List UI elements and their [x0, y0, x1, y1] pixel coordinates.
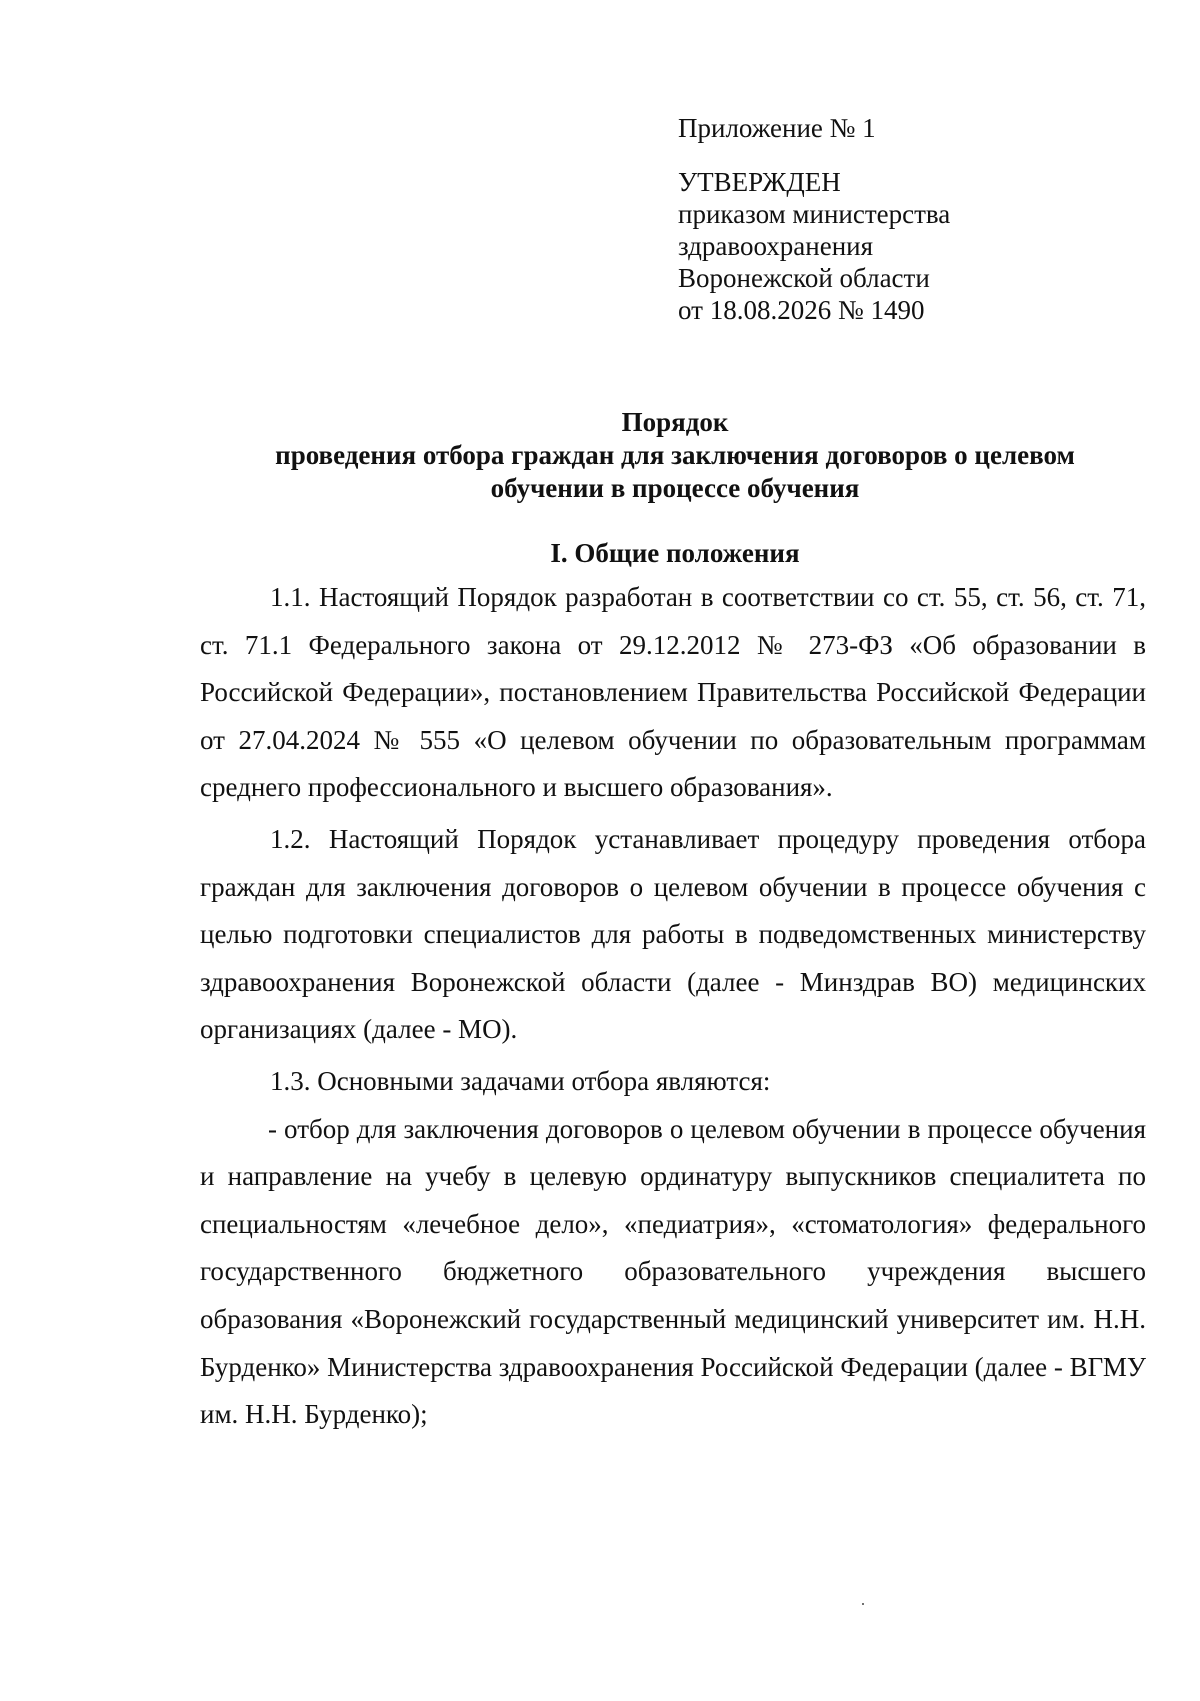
- appendix-number: Приложение № 1: [678, 113, 876, 143]
- scan-speck: [862, 1603, 864, 1605]
- approval-line-region: Воронежской области: [678, 263, 930, 293]
- approved-stamp-text: УТВЕРЖДЕН: [678, 167, 841, 197]
- paragraph-1-2: 1.2. Настоящий Порядок устанавливает процедуру проведения отбора граждан для заключения договоров о целевом обучении в процессе обучения с целью подготовки специалистов для работы в подведомственных министерству здравоохранения Воронежской области (далее - Минздрав ВО) медицинских организациях (далее - МО).: [200, 823, 1146, 1045]
- document-title: [200, 406, 1150, 505]
- title-line-1: Порядок: [621, 407, 729, 437]
- section-heading: I. Общие положения: [550, 538, 800, 568]
- title-line-3: обучении в процессе обучения: [490, 473, 860, 503]
- paragraph-1-1: 1.1. Настоящий Порядок разработан в соответствии со ст. 55, ст. 56, ст. 71, ст. 71.1 Федерального закона от 29.12.2012 № 273-ФЗ «Об образовании в Российской Федерации», постановлением Правительства Российской Федерации от 27.04.2024 № 555 «О целевом обучении по образовательным программам среднего профессионального и высшего образования».: [200, 582, 1146, 803]
- list-item-1: - отбор для заключения договоров о целевом обучении в процессе обучения и направление на учебу в целевую ординатуру выпускников специалитета по специальностям «лечебное дело», «педиатрия», «стоматология» федерального государственного бюджетного образовательного учреждения высшего образования «Воронежский государственный медицинский университет им. Н.Н. Бурденко» Министерства здравоохранения Российской Федерации (далее - ВГМУ им. Н.Н. Бурденко);: [200, 1113, 1146, 1430]
- title-line-2: проведения отбора граждан для заключения договоров о целевом: [275, 440, 1075, 470]
- approval-line-ministry: здравоохранения: [678, 231, 874, 261]
- approval-line-order: приказом министерства: [678, 199, 951, 229]
- approval-block: [678, 112, 950, 326]
- document-body: [200, 574, 1146, 1439]
- paragraph-1-3: 1.3. Основными задачами отбора являются:: [270, 1065, 771, 1096]
- approval-line-date-number: от 18.08.2026 № 1490: [678, 295, 925, 325]
